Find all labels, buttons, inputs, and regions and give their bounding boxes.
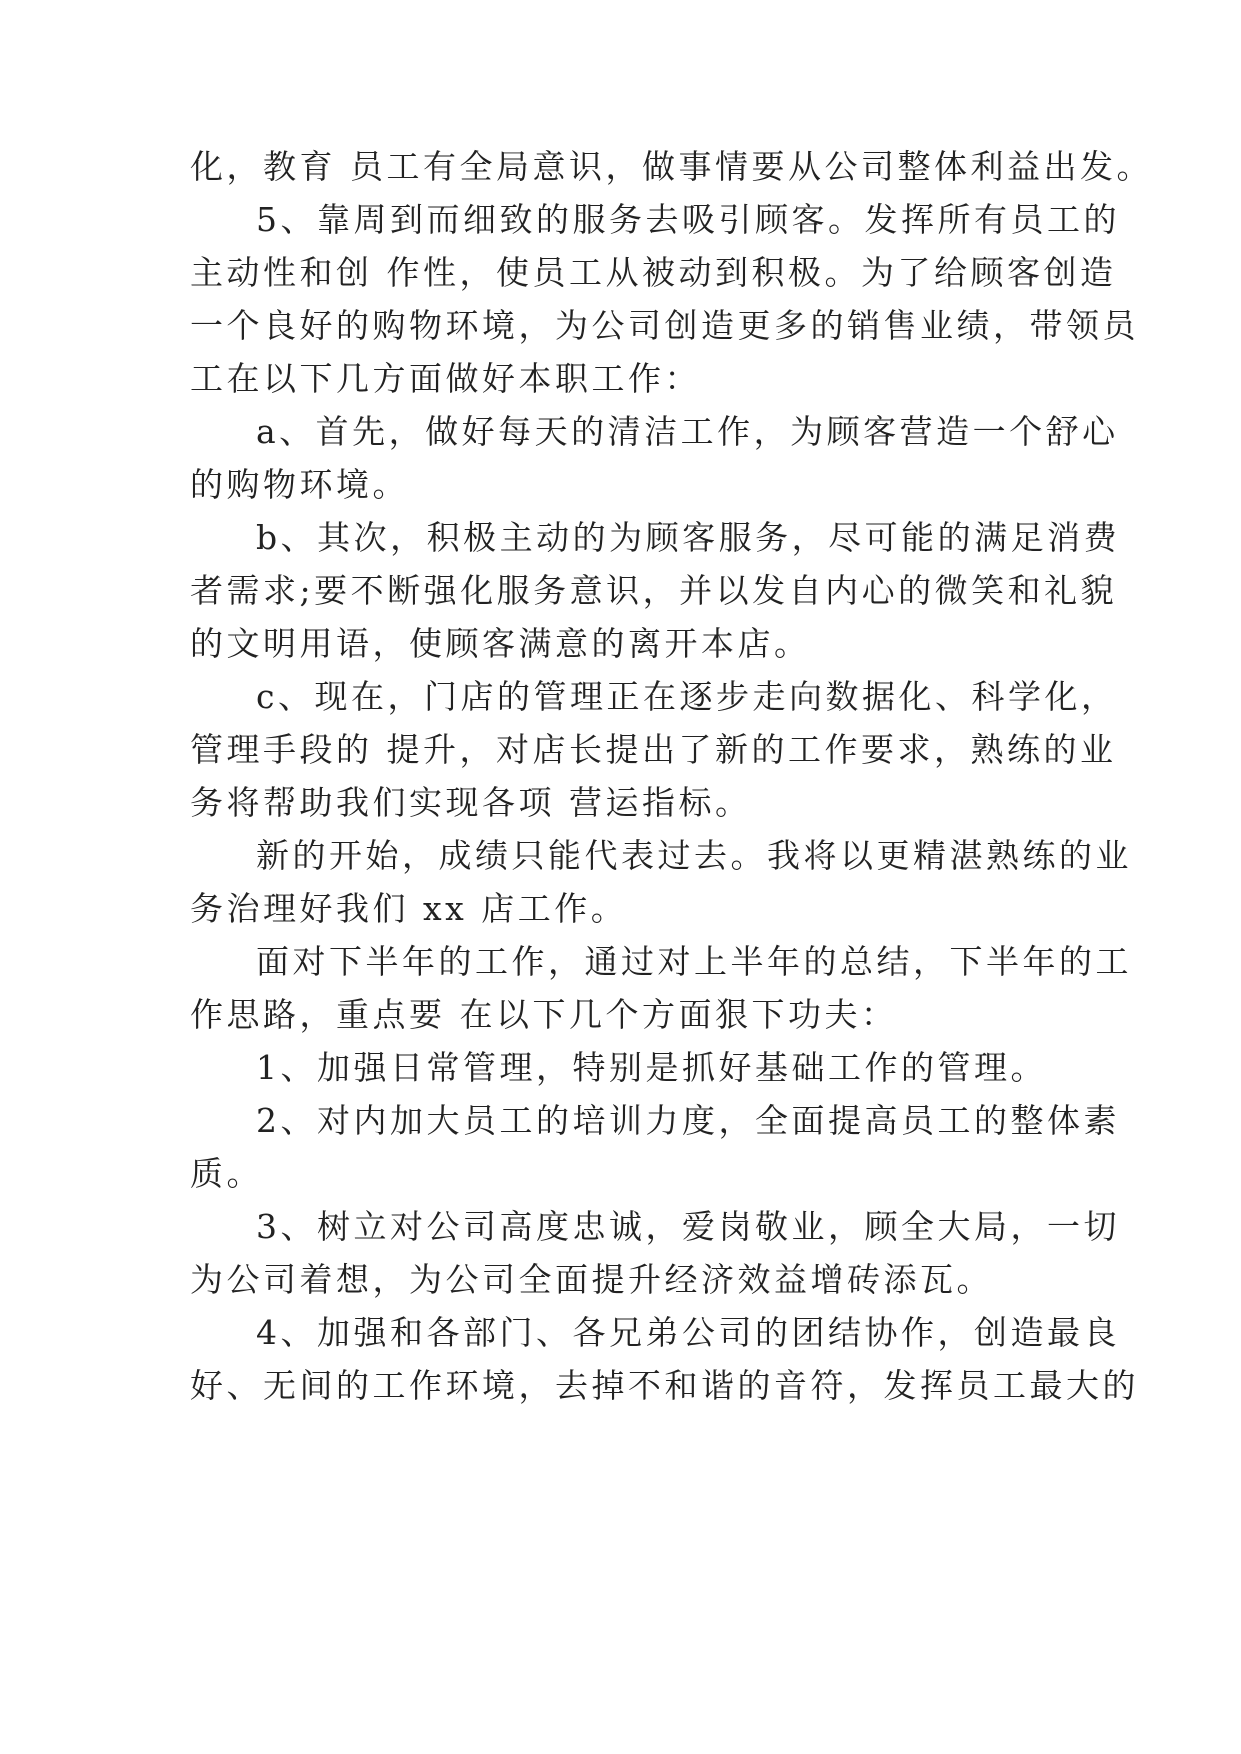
text-line: 务治理好我们 xx 店工作。 [190, 889, 628, 928]
text-line: c、现在，门店的管理正在逐步走向数据化、科学化， [256, 677, 1118, 716]
text-line: 好、无间的工作环境，去掉不和谐的音符，发挥员工最大的 [190, 1366, 1139, 1405]
text-line: 作思路，重点要 在以下几个方面狠下功夫： [190, 995, 898, 1034]
text-line: 4、加强和各部门、各兄弟公司的团结协作，创造最良 [256, 1313, 1120, 1352]
text-line: b、其次，积极主动的为顾客服务，尽可能的满足消费 [256, 518, 1121, 557]
text-line: 2、对内加大员工的培训力度，全面提高员工的整体素 [256, 1101, 1120, 1140]
text-line: 1、加强日常管理，特别是抓好基础工作的管理。 [256, 1048, 1047, 1087]
text-line: 质。 [190, 1154, 263, 1193]
text-line: 为公司着想，为公司全面提升经济效益增砖添瓦。 [190, 1260, 993, 1299]
text-line: 的文明用语，使顾客满意的离开本店。 [190, 624, 811, 663]
text-line: 化，教育 员工有全局意识，做事情要从公司整体利益出发。 [190, 147, 1153, 186]
text-line: 工在以下几方面做好本职工作： [190, 359, 701, 398]
text-line: 主动性和创 作性，使员工从被动到积极。为了给顾客创造 [190, 253, 1117, 292]
text-line: 一个良好的购物环境，为公司创造更多的销售业绩，带领员 [190, 306, 1139, 345]
text-line: 的购物环境。 [190, 465, 409, 504]
text-line: 务将帮助我们实现各项 营运指标。 [190, 783, 752, 822]
text-line: 新的开始，成绩只能代表过去。我将以更精湛熟练的业 [256, 836, 1132, 875]
text-line: 面对下半年的工作，通过对上半年的总结，下半年的工 [256, 942, 1132, 981]
text-line: 5、靠周到而细致的服务去吸引顾客。发挥所有员工的 [256, 200, 1120, 239]
text-line: 者需求;要不断强化服务意识，并以发自内心的微笑和礼貌 [190, 571, 1118, 610]
text-line: a、首先，做好每天的清洁工作，为顾客营造一个舒心 [256, 412, 1119, 451]
text-line: 管理手段的 提升，对店长提出了新的工作要求，熟练的业 [190, 730, 1117, 769]
text-line: 3、树立对公司高度忠诚，爱岗敬业，顾全大局，一切 [256, 1207, 1120, 1246]
